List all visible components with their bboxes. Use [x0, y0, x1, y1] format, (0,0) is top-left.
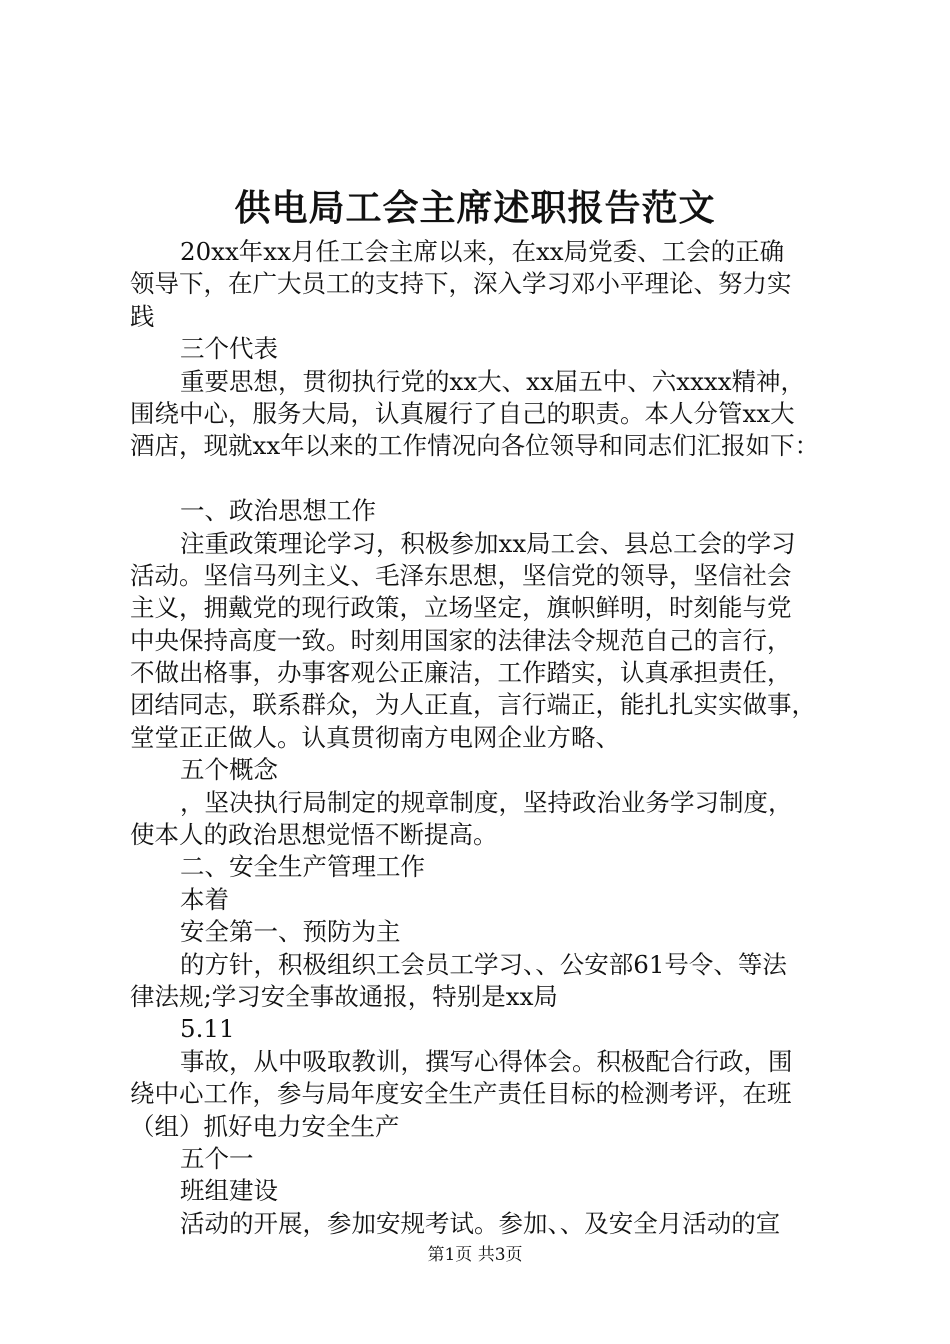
body-line: 围绕中心，服务大局，认真履行了自己的职责。本人分管xx大 — [130, 398, 795, 428]
document-body — [130, 236, 840, 1240]
body-line: 五个概念 — [180, 755, 278, 785]
body-line: 本着 — [180, 884, 229, 914]
body-line: 活动的开展，参加安规考试。参加、、及安全月活动的宣 — [180, 1208, 781, 1238]
body-line: 重要思想，贯彻执行党的xx大、xx届五中、六xxxx精神， — [180, 366, 806, 396]
body-line — [130, 463, 840, 495]
body-line: 不做出格事，办事客观公正廉洁，工作踏实，认真承担责任， — [130, 658, 792, 688]
page-footer: 第1页 共3页 — [427, 1245, 523, 1265]
body-line: 律法规;学习安全事故通报，特别是xx局 — [130, 981, 558, 1011]
body-line: 班组建设 — [180, 1176, 278, 1206]
body-line: 堂堂正正做人。认真贯彻南方电网企业方略、 — [130, 722, 620, 752]
body-line: 5.11 — [180, 1014, 235, 1044]
body-line: 团结同志，联系群众，为人正直，言行端正，能扎扎实实做事， — [130, 690, 816, 720]
body-line: 领导下，在广大员工的支持下，深入学习邓小平理论、努力实 — [130, 269, 792, 299]
document-title: 供电局工会主席述职报告范文 — [234, 187, 716, 229]
body-line: 注重政策理论学习，积极参加xx局工会、县总工会的学习 — [180, 528, 796, 558]
body-line: 二、安全生产管理工作 — [180, 852, 425, 882]
body-line: 安全第一、预防为主 — [180, 917, 401, 947]
body-line: 事故，从中吸取教训，撰写心得体会。积极配合行政，围 — [180, 1046, 793, 1076]
body-line: 三个代表 — [180, 334, 278, 364]
body-line: 绕中心工作，参与局年度安全生产责任目标的检测考评，在班 — [130, 1079, 792, 1109]
body-line: 活动。坚信马列主义、毛泽东思想，坚信党的领导，坚信社会 — [130, 560, 792, 590]
body-line: 主义，拥戴党的现行政策，立场坚定，旗帜鲜明，时刻能与党 — [130, 593, 792, 623]
body-line: （组）抓好电力安全生产 — [130, 1111, 400, 1141]
body-line: 践 — [130, 301, 155, 331]
body-line: 一、政治思想工作 — [180, 496, 376, 526]
body-line: 的方针，积极组织工会员工学习、、公安部61号令、等法 — [180, 949, 787, 979]
body-line: 酒店，现就xx年以来的工作情况向各位领导和同志们汇报如下： — [130, 431, 820, 461]
body-line: 20xx年xx月任工会主席以来，在xx局党委、工会的正确 — [180, 237, 785, 266]
body-line: 使本人的政治思想觉悟不断提高。 — [130, 820, 498, 850]
body-line: 五个一 — [180, 1143, 254, 1173]
body-line: 中央保持高度一致。时刻用国家的法律法令规范自己的言行， — [130, 625, 792, 655]
body-line: ，坚决执行局制定的规章制度，坚持政治业务学习制度， — [180, 787, 793, 817]
